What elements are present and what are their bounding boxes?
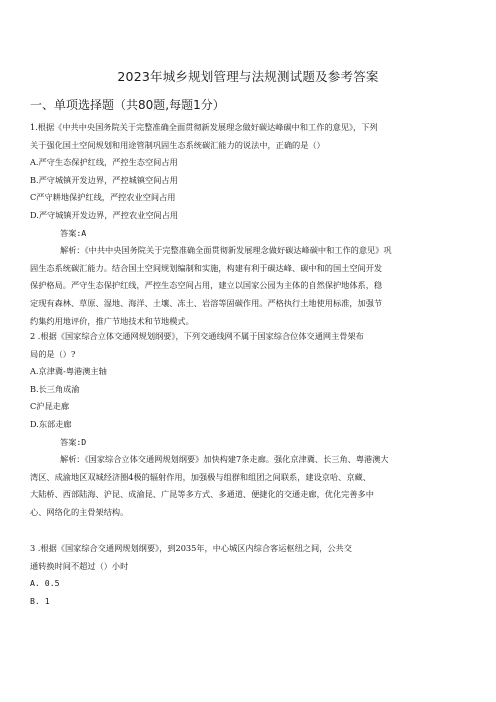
option-c: C沪昆走廊 bbox=[30, 401, 70, 412]
explanation-line: 湾区、成渝地区双城经济圈4极的辐射作用，加强极与组群和组团之间联系，建设京哈、京藏、 bbox=[30, 471, 371, 482]
question-3 bbox=[30, 540, 470, 610]
option-a: A. 0.5 bbox=[30, 578, 60, 589]
question-stem-line: 通转换时间不超过（）小时 bbox=[30, 560, 129, 571]
answer-line: 答案:D bbox=[60, 436, 87, 447]
option-a: A.京津冀-粤港澳主轴 bbox=[30, 366, 107, 377]
question-stem-line: 2 .根据《国家综合立体交通网规划纲要》，下列交通线网不属于国家综合位体交通网主骨架布 bbox=[30, 331, 364, 341]
answer-line: 答案:A bbox=[60, 227, 87, 238]
explanation-line: 保护格局。严守生态保护红线，严控生态空间占用，建立以国家公园为主体的自然保护地体系，稳 bbox=[30, 280, 383, 291]
explanation-line: 固生态系统碳汇能力。结合国土空间规划编制和实施，构建有利于碳达峰、碳中和的国土空间开发 bbox=[30, 262, 383, 273]
question-stem-line: 1.根据《中共中央国务院关于完整准确全面贯彻新发展理念做好碳达峰碳中和工作的意见》，下列 bbox=[30, 122, 378, 132]
option-b: B.长三角成渝 bbox=[30, 383, 80, 394]
option-b: B. 1 bbox=[30, 595, 50, 606]
option-a: A.严守生态保护红线，严控生态空间占用 bbox=[30, 157, 178, 168]
document-title: 2023年城乡规划管理与法规测试题及参考答案 bbox=[117, 69, 379, 84]
explanation-line: 解析：《国家综合立体交通网规划纲要》加快构建7条走廊。强化京津冀、长三角、粤港澳大 bbox=[60, 454, 389, 465]
option-d: D.东部走廊 bbox=[30, 418, 72, 429]
question-stem-line: 3 .根据《国家综合交通网规划纲要》，到2035年，中心城区内综合客运枢纽之间，公共交 bbox=[30, 543, 352, 553]
section-heading: 一、单项选择题（共80题,每题1分） bbox=[30, 98, 225, 112]
explanation-line: 大陆桥、西部陆海、沪昆、成渝昆、广昆等多方式、多通道、便捷化的交通走廊，优化完善多中 bbox=[30, 489, 374, 500]
explanation-line: 解析：《中共中央国务院关于完整准确全面贯彻新发展理念做好碳达峰碳中和工作的意见》巩 bbox=[60, 245, 392, 256]
option-d: D.严守城镇开发边界，严控农业空间占用 bbox=[30, 209, 179, 220]
question-1 bbox=[30, 119, 470, 330]
explanation-line: 约集约用地评价，推广节地技术和节地模式。 bbox=[30, 315, 194, 326]
question-stem-line: 关于强化国土空间规划和用途管制巩固生态系统碳汇能力的说法中，正确的是（） bbox=[30, 139, 325, 150]
explanation-line: 定现有森林、草原、湿地、海洋、土壤、冻土、岩溶等固碳作用。严格执行土地使用标准，加强节 bbox=[30, 297, 383, 308]
explanation-line: 心、网络化的主骨架结构。 bbox=[30, 506, 129, 517]
option-c: C严守耕地保护红线，严控农业空间占用 bbox=[30, 192, 176, 203]
question-stem-line: 局的是（）? bbox=[30, 348, 76, 359]
option-b: B.严守城镇开发边界，严控城镇空间占用 bbox=[30, 174, 178, 185]
question-2 bbox=[30, 328, 470, 522]
